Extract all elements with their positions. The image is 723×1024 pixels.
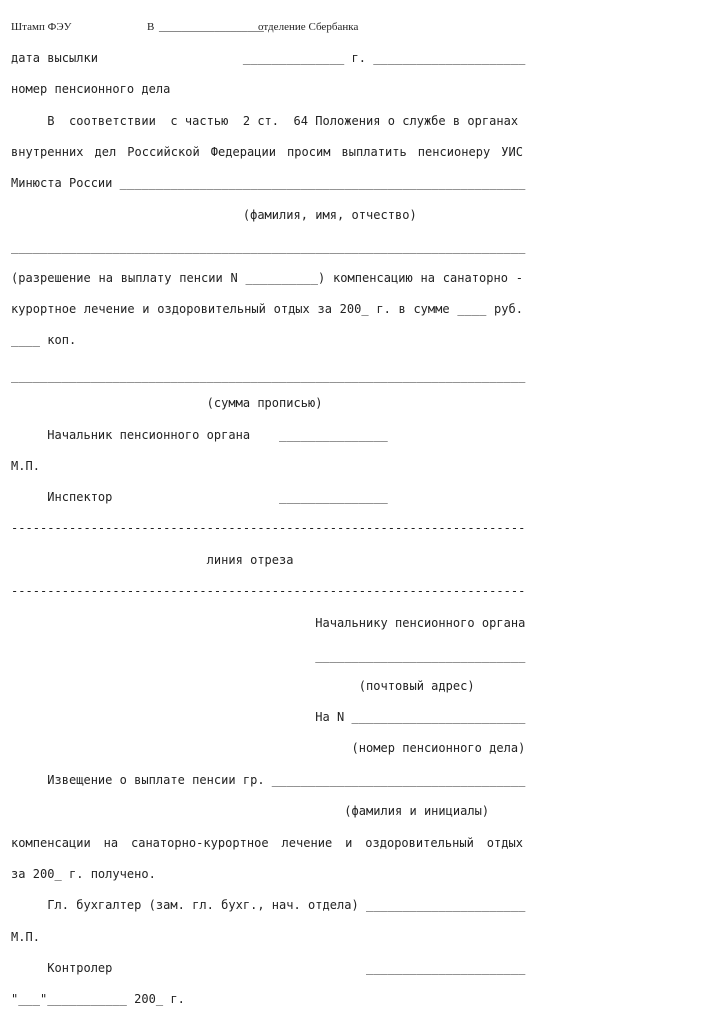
seal-mark-1: М.П. xyxy=(11,459,40,473)
date-line: "___"___________ 200_ г. xyxy=(11,992,185,1006)
blank-line-1: _______________________________________________________________________ xyxy=(11,240,526,254)
blank-line-2: _______________________________________________________________________ xyxy=(11,369,526,383)
accountant-signature-line: Гл. бухгалтер (зам. гл. бухг., нач. отдела) ______________________ xyxy=(11,898,526,912)
bank-prefix: В xyxy=(147,21,155,33)
dispatch-date-line: дата высылки ______________ г. _____________________ xyxy=(11,51,526,65)
caption-postal-address: (почтовый адрес) xyxy=(11,679,475,693)
cut-line-top: ----------------------------------------------------------------------- xyxy=(11,521,526,535)
cut-line-bottom: ----------------------------------------------------------------------- xyxy=(11,584,526,598)
caption-case-number: (номер пенсионного дела) xyxy=(11,741,526,755)
bank-blank-field[interactable]: ___________________ xyxy=(159,21,264,33)
reference-number-line: На N ________________________ xyxy=(11,710,526,724)
seal-mark-2: М.П. xyxy=(11,930,40,944)
received-line: за 200_ г. получено. xyxy=(11,867,156,881)
head-signature-line: Начальник пенсионного органа _______________ xyxy=(11,428,388,442)
address-blank: _____________________________ xyxy=(11,649,526,663)
notice-body-line: компенсации на санаторно-курортное лечение и оздоровительный отдых xyxy=(11,836,523,850)
pension-case-number-line: номер пенсионного дела xyxy=(11,82,171,96)
recipient-line: Минюста России ________________________________________________________ xyxy=(11,176,526,190)
kopecks-line: ____ коп. xyxy=(11,333,77,347)
caption-surname-initials: (фамилия и инициалы) xyxy=(11,804,490,818)
body-line-2: внутренних дел Российской Федерации просим выплатить пенсионеру УИС xyxy=(11,145,523,159)
stamp-label: Штамп ФЭУ xyxy=(11,21,72,33)
addressee-line: Начальнику пенсионного органа xyxy=(11,616,526,630)
caption-amount-in-words: (сумма прописью) xyxy=(11,396,323,410)
header-row xyxy=(0,19,723,35)
caption-full-name: (фамилия, имя, отчество) xyxy=(11,208,417,222)
body-line-1: В соответствии с частью 2 ст. 64 Положения о службе в органах xyxy=(11,114,519,128)
notice-line: Извещение о выплате пенсии гр. ___________________________________ xyxy=(11,773,526,787)
controller-signature-line: Контролер ______________________ xyxy=(11,961,526,975)
amount-line: курортное лечение и оздоровительный отдых за 200_ г. в сумме ____ руб. xyxy=(11,302,523,316)
permit-line: (разрешение на выплату пенсии N __________) компенсацию на санаторно - xyxy=(11,271,523,285)
cut-line-label: линия отреза xyxy=(11,553,294,567)
inspector-signature-line: Инспектор _______________ xyxy=(11,490,388,504)
bank-suffix: отделение Сбербанка xyxy=(258,21,359,33)
